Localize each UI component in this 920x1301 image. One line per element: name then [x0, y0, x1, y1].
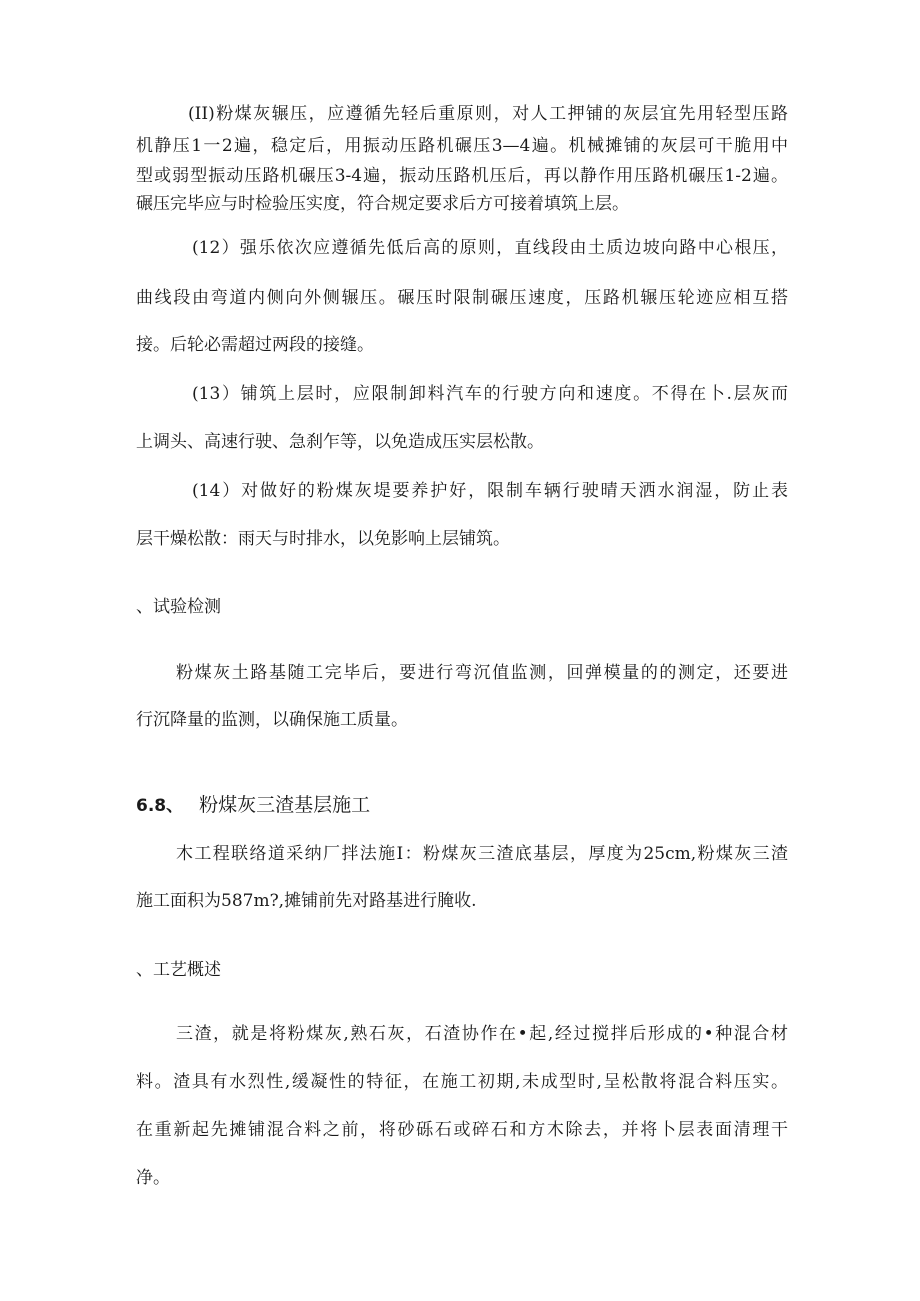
paragraph-11-line-1: (II)粉煤灰辗压，应遵循先轻后重原则，对人工押铺的灰层宜先用轻型压路 — [188, 104, 788, 124]
paragraph-process-line-2: 料。渣具有水烈性,缓凝性的特征，在施工初期,未成型时,呈松散将混合料压实。 — [136, 1072, 788, 1092]
section-heading-process: 、工艺概述 — [136, 960, 221, 980]
paragraph-14-line-1: (14）对做好的粉煤灰堤要养护好，限制车辆行驶晴天洒水润湿，防止表 — [192, 481, 788, 501]
heading-number: 6.8、 — [136, 796, 184, 816]
paragraph-68-line-1: 木工程联络道采纳厂拌法施I：粉煤灰三渣底基层，厚度为25cm,粉煤灰三渣 — [176, 844, 788, 864]
paragraph-13-line-1: (13）铺筑上层时，应限制卸料汽车的行驶方向和速度。不得在卜.层灰而 — [192, 384, 788, 404]
paragraph-12-line-1: (12）强乐依次应遵循先低后高的原则，直线段由土质边坡向路中心根压， — [192, 238, 788, 258]
paragraph-process-line-1: 三渣，就是将粉煤灰,熟石灰，石渣协作在•起,经过搅拌后形成的•种混合材 — [176, 1024, 788, 1044]
paragraph-13-line-2: 上调头、高速行驶、急刹乍等，以免造成压实层松散。 — [136, 432, 544, 452]
section-heading-6-8 — [136, 792, 370, 819]
paragraph-test-line-1: 粉煤灰土路基随工完毕后，要进行弯沉值监测，回弹模量的的测定，还要进 — [176, 663, 788, 683]
paragraph-test-line-2: 行沉降量的监测，以确保施工质量。 — [136, 710, 408, 730]
paragraph-process-line-3: 在重新起先摊铺混合料之前，将砂砾石或碎石和方木除去，并将卜层表面清理干 — [136, 1120, 788, 1140]
paragraph-12-line-3: 接。后轮必需超过两段的接缝。 — [136, 335, 374, 355]
paragraph-11-line-4: 碾压完毕应与时检验压实度，符合规定要求后方可接着填筑上层。 — [136, 194, 629, 214]
section-heading-test: 、试验检测 — [136, 597, 221, 617]
heading-title: 粉煤灰三渣基层施工 — [199, 794, 371, 816]
paragraph-12-line-2: 曲线段由弯道内侧向外侧辗压。碾压时限制碾压速度，压路机辗压轮迹应相互搭 — [136, 288, 788, 308]
paragraph-11-line-2: 机静压1一2遍，稳定后，用振动压路机碾压3—4遍。机械摊铺的灰层可干脆用中 — [136, 136, 788, 156]
paragraph-11-line-3: 型或弱型振动压路机碾压3-4遍，振动压路机压后，再以静作用压路机碾压1-2遍。 — [136, 166, 788, 186]
paragraph-68-line-2: 施工面积为587m?,摊铺前先对路基进行腌收. — [136, 891, 477, 911]
paragraph-process-line-4: 净。 — [136, 1168, 170, 1188]
paragraph-14-line-2: 层干燥松散：雨天与时排水，以免影响上层铺筑。 — [136, 529, 510, 549]
